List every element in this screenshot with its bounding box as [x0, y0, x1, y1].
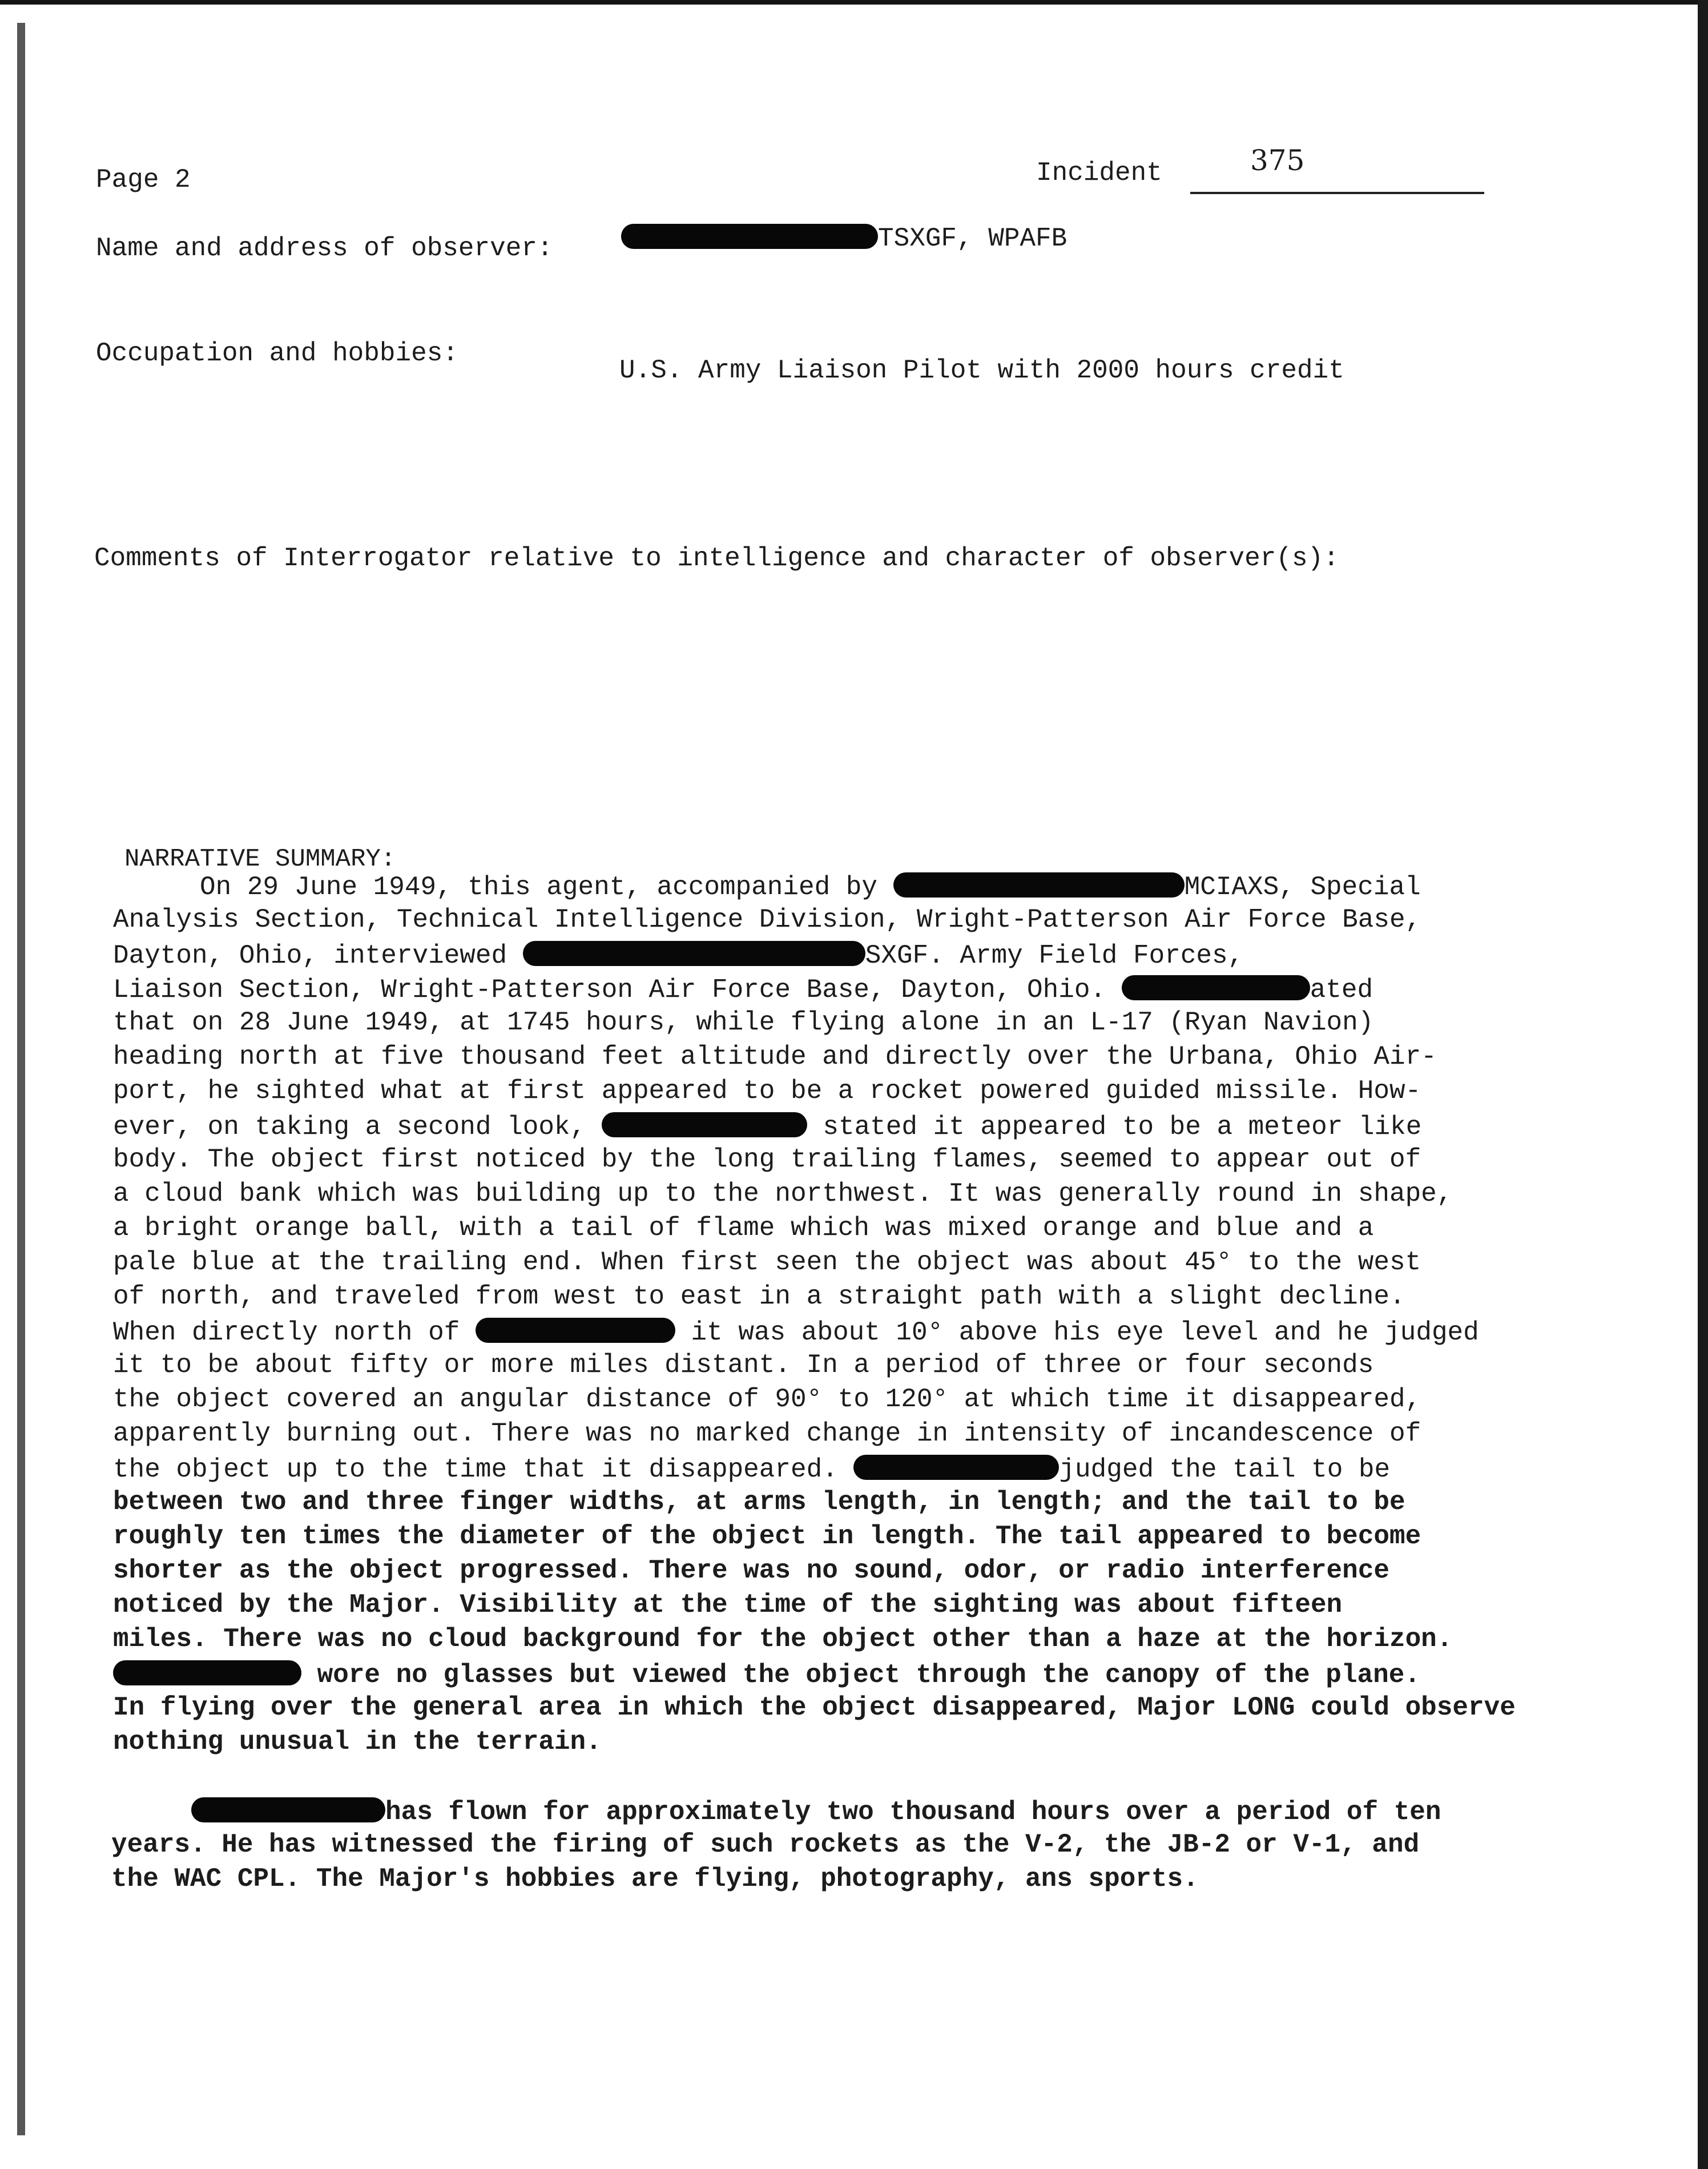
narrative-line: Liaison Section, Wright-Patterson Air Force Base, Dayton, Ohio. ated — [113, 975, 1373, 1005]
narrative-line: Dayton, Ohio, interviewed SXGF. Army Field Forces, — [113, 941, 1244, 971]
narrative-line: noticed by the Major. Visibility at the time of the sighting was about fifteen — [113, 1590, 1343, 1620]
scan-border-top — [0, 0, 1708, 5]
occupation-label: Occupation and hobbies: — [96, 339, 458, 368]
page-label: Page 2 — [96, 165, 191, 195]
narrative-line: shorter as the object progressed. There was no sound, odor, or radio interference — [113, 1556, 1389, 1585]
narrative-line: On 29 June 1949, this agent, accompanied by MCIAXS, Special — [200, 872, 1421, 902]
scan-border-right — [1698, 0, 1708, 2169]
incident-underline — [1190, 192, 1484, 194]
incident-label: Incident — [1036, 158, 1162, 188]
redaction-bar — [523, 941, 865, 966]
narrative-line: port, he sighted what at first appeared to be a rocket powered guided missile. How- — [113, 1076, 1421, 1106]
redaction-bar — [853, 1455, 1059, 1480]
narrative-line: pale blue at the trailing end. When first seen the object was about 45° to the west — [113, 1248, 1421, 1277]
redaction-bar — [621, 224, 878, 249]
narrative-line: Analysis Section, Technical Intelligence Division, Wright-Patterson Air Force Base, — [113, 905, 1421, 935]
occupation-value: U.S. Army Liaison Pilot with 2000 hours credit — [619, 356, 1344, 385]
redaction-bar — [476, 1318, 675, 1343]
narrative-line: In flying over the general area in which the object disappeared, Major LONG could observe — [113, 1693, 1516, 1723]
narrative-line: a bright orange ball, with a tail of flame which was mixed orange and blue and a — [113, 1213, 1374, 1243]
observer-name-label: Name and address of observer: — [96, 234, 553, 263]
paragraph-line: the WAC CPL. The Major's hobbies are flying, photography, ans sports. — [111, 1864, 1199, 1894]
redaction-bar — [191, 1797, 385, 1822]
scan-border-left — [17, 23, 25, 2135]
narrative-line: wore no glasses but viewed the object through the canopy of the plane. — [113, 1660, 1420, 1688]
narrative-line: heading north at five thousand feet altitude and directly over the Urbana, Ohio Air- — [113, 1042, 1437, 1072]
narrative-line: apparently burning out. There was no marked change in intensity of incandescence of — [113, 1419, 1421, 1448]
redaction-bar — [602, 1112, 807, 1137]
narrative-line: that on 28 June 1949, at 1745 hours, while flying alone in an L-17 (Ryan Navion) — [113, 1008, 1374, 1037]
narrative-line: nothing unusual in the terrain. — [113, 1727, 602, 1757]
paragraph-line: years. He has witnessed the firing of such rockets as the V-2, the JB-2 or V-1, and — [111, 1830, 1420, 1860]
narrative-line: body. The object first noticed by the long trailing flames, seemed to appear out of — [113, 1145, 1421, 1174]
redaction-bar — [893, 872, 1185, 898]
narrative-line: roughly ten times the diameter of the object in length. The tail appeared to become — [113, 1522, 1421, 1551]
narrative-line: a cloud bank which was building up to the northwest. It was generally round in shape, — [113, 1179, 1453, 1209]
redaction-bar — [113, 1660, 301, 1685]
redaction-bar — [1122, 975, 1310, 1000]
narrative-line: ever, on taking a second look, stated it appeared to be a meteor like — [113, 1112, 1422, 1142]
observer-name-row — [621, 224, 1067, 252]
observer-name-value: TSXGF, WPAFB — [878, 224, 1068, 253]
narrative-line: the object covered an angular distance of 90° to 120° at which time it disappeared, — [113, 1385, 1421, 1414]
narrative-line: it to be about fifty or more miles distant. In a period of three or four seconds — [113, 1350, 1374, 1380]
paragraph-line: has flown for approximately two thousand hours over a period of ten — [191, 1797, 1441, 1825]
comments-label: Comments of Interrogator relative to intelligence and character of observer(s): — [94, 544, 1339, 573]
narrative-line: miles. There was no cloud background for the object other than a haze at the horizon. — [113, 1624, 1453, 1654]
narrative-line: the object up to the time that it disappeared. judged the tail to be — [113, 1455, 1391, 1484]
incident-number: 375 — [1250, 144, 1305, 177]
narrative-line: between two and three finger widths, at arms length, in length; and the tail to be — [113, 1487, 1405, 1517]
narrative-heading: NARRATIVE SUMMARY: — [124, 845, 396, 874]
narrative-line: of north, and traveled from west to east in a straight path with a slight decline. — [113, 1282, 1405, 1311]
narrative-line: When directly north of it was about 10° above his eye level and he judged — [113, 1318, 1479, 1347]
